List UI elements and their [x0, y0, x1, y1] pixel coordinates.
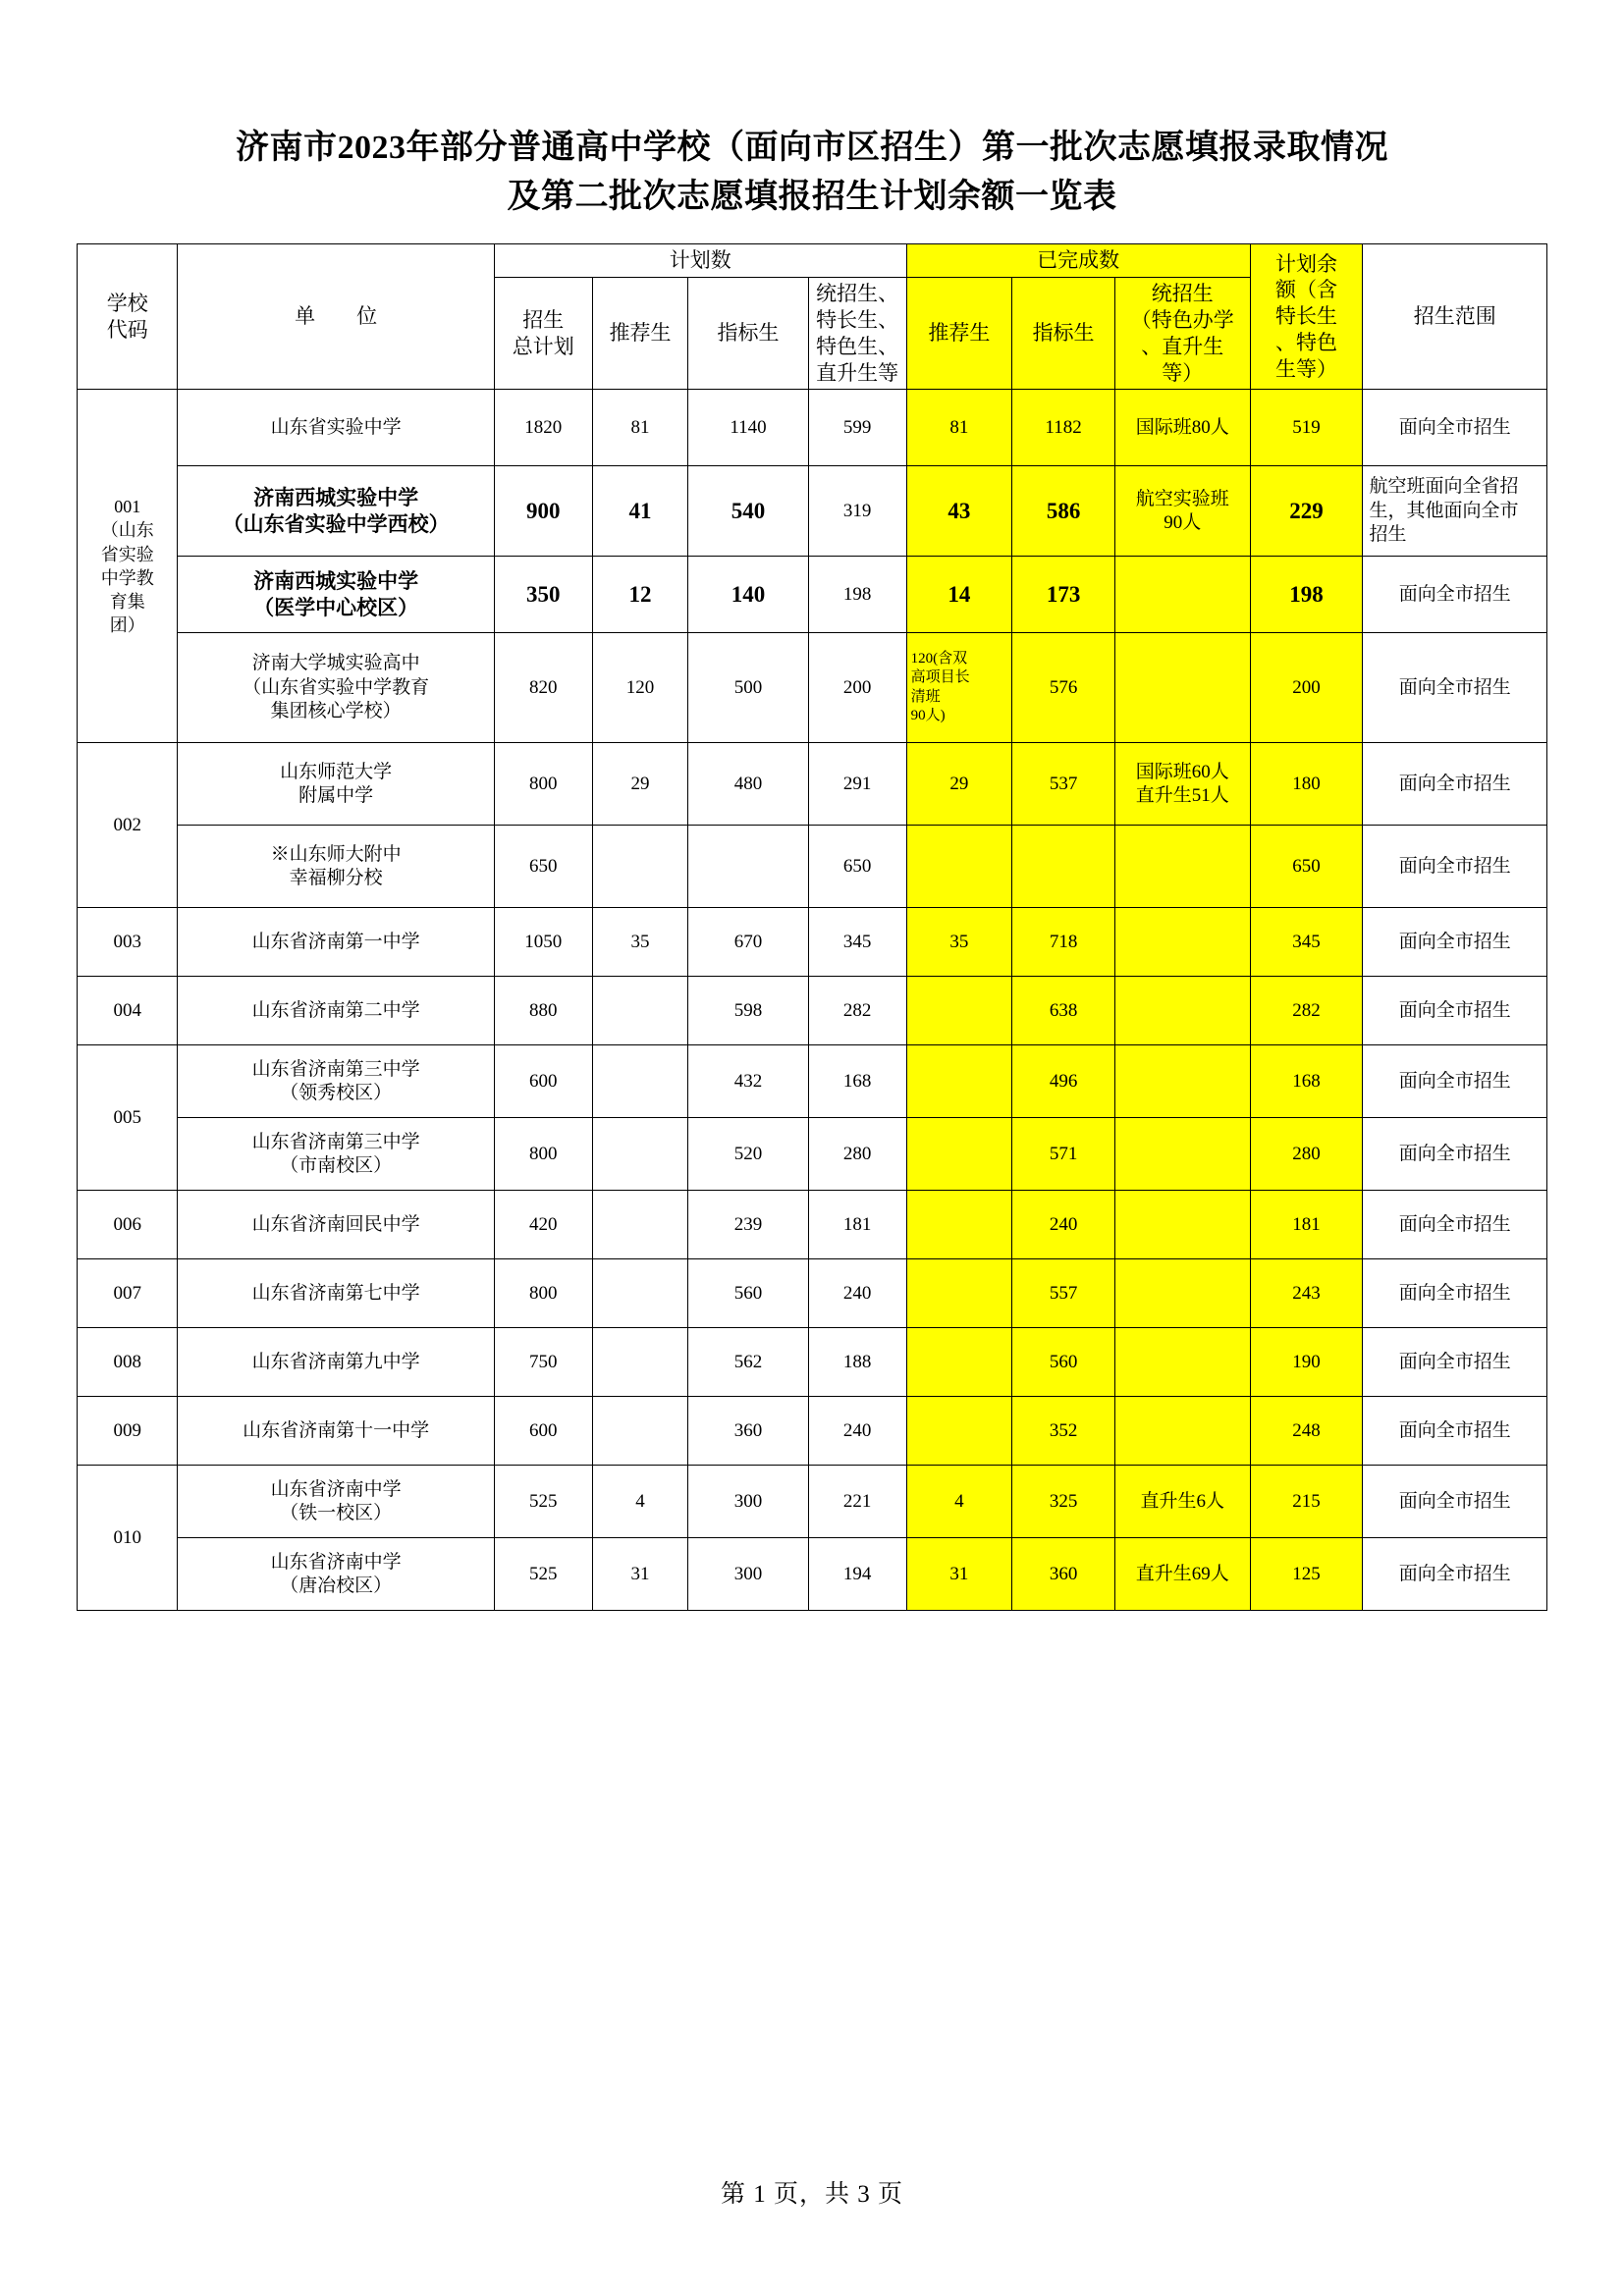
header-done-unified-l2: （特色办学 [1130, 307, 1234, 332]
scope-line: 面向全市招生 [1398, 773, 1511, 794]
school-name-line: 济南西城实验中学 [253, 569, 419, 593]
done-unified-cell [1115, 1191, 1250, 1259]
header-remaining-l2: 额（含 [1275, 278, 1337, 302]
document-title [0, 0, 1624, 222]
plan-unified-cell: 221 [808, 1466, 906, 1538]
school-name-line: 山东省济南第三中学 [251, 1058, 420, 1080]
plan-recommended-cell: 31 [592, 1538, 687, 1611]
scope-line: 生，其他面向全市 [1369, 500, 1519, 521]
plan-unified-cell: 650 [808, 826, 906, 908]
plan-indicator-cell: 540 [688, 466, 808, 557]
school-code-line: 002 [113, 814, 141, 835]
plan-recommended-cell [592, 1191, 687, 1259]
done-recommended-cell: 29 [906, 743, 1011, 826]
done-recommended-cell [906, 1259, 1011, 1328]
plan-recommended-cell: 29 [592, 743, 687, 826]
plan-total-cell: 820 [494, 633, 592, 743]
done-unified-line: 90人 [1164, 511, 1202, 533]
done-unified-cell [1115, 826, 1250, 908]
done-recommended-cell: 35 [906, 908, 1011, 977]
plan-indicator-cell: 598 [688, 977, 808, 1045]
scope-line: 招生 [1369, 524, 1407, 546]
plan-recommended-cell [592, 1397, 687, 1466]
header-done-unified-l1: 统招生 [1151, 281, 1214, 305]
plan-recommended-cell: 4 [592, 1466, 687, 1538]
school-name-cell [178, 1328, 494, 1397]
scope-line: 面向全市招生 [1398, 1213, 1511, 1235]
done-unified-cell: 直升生69人 [1115, 1538, 1250, 1611]
done-indicator-cell: 1182 [1012, 390, 1115, 466]
plan-total-cell: 525 [494, 1538, 592, 1611]
plan-unified-cell: 345 [808, 908, 906, 977]
table-container [77, 243, 1547, 1611]
plan-indicator-cell: 480 [688, 743, 808, 826]
header-plan-total [494, 277, 592, 390]
remaining-cell: 200 [1250, 633, 1363, 743]
done-indicator-cell: 560 [1012, 1328, 1115, 1397]
plan-recommended-cell [592, 1328, 687, 1397]
school-name-cell [178, 1538, 494, 1611]
header-plan-total-l1: 招生 [522, 307, 565, 332]
scope-line: 面向全市招生 [1398, 1563, 1511, 1584]
scope-cell [1363, 1045, 1547, 1118]
remaining-cell: 198 [1250, 557, 1363, 633]
header-done-recommended: 推荐生 [906, 277, 1011, 390]
plan-total-cell: 800 [494, 743, 592, 826]
plan-unified-cell: 194 [808, 1538, 906, 1611]
done-indicator-cell [1012, 826, 1115, 908]
remaining-cell: 519 [1250, 390, 1363, 466]
header-group-plan: 计划数 [494, 244, 906, 278]
done-unified-cell [1115, 977, 1250, 1045]
header-remaining [1250, 244, 1363, 390]
school-name-cell [178, 908, 494, 977]
school-name-cell [178, 633, 494, 743]
done-recommended-cell [906, 1191, 1011, 1259]
scope-cell [1363, 826, 1547, 908]
plan-unified-cell: 319 [808, 466, 906, 557]
school-name-cell [178, 557, 494, 633]
school-name-line: 山东省济南第十一中学 [243, 1419, 430, 1441]
school-code-cell [78, 1328, 178, 1397]
done-unified-cell: 国际班80人 [1115, 390, 1250, 466]
school-name-line: （医学中心校区） [253, 595, 419, 619]
school-name-line: 山东省济南回民中学 [251, 1213, 420, 1235]
school-name-cell [178, 1118, 494, 1191]
scope-line: 航空班面向全省招 [1369, 476, 1519, 498]
scope-cell [1363, 1538, 1547, 1611]
plan-recommended-cell: 41 [592, 466, 687, 557]
header-school-code [78, 244, 178, 390]
done-recommended-cell: 43 [906, 466, 1011, 557]
done-unified-line: 国际班60人 [1135, 761, 1229, 782]
scope-line: 面向全市招生 [1398, 931, 1511, 952]
school-code-cell [78, 1259, 178, 1328]
scope-cell [1363, 908, 1547, 977]
school-name-line: 济南大学城实验高中 [251, 653, 420, 674]
header-scope: 招生范围 [1363, 244, 1547, 390]
school-code-cell [78, 390, 178, 743]
scope-line: 面向全市招生 [1398, 676, 1511, 698]
done-recommended-line: 高项目长 [910, 669, 970, 686]
title-line-2: 及第二批次志愿填报招生计划余额一览表 [507, 179, 1117, 215]
school-code-line: 育集 [109, 592, 145, 613]
school-name-line: ※山东师大附中 [270, 843, 402, 865]
plan-recommended-cell [592, 826, 687, 908]
scope-cell [1363, 633, 1547, 743]
done-indicator-cell: 571 [1012, 1118, 1115, 1191]
header-row-1 [78, 244, 1547, 278]
done-recommended-cell [906, 1045, 1011, 1118]
done-unified-line: 航空实验班 [1135, 488, 1229, 509]
school-name-line: （铁一校区） [280, 1502, 393, 1523]
school-name-line: （市南校区） [280, 1154, 393, 1176]
school-name-line: 附属中学 [298, 784, 374, 806]
plan-total-cell: 525 [494, 1466, 592, 1538]
school-code-line: 008 [113, 1351, 141, 1372]
plan-unified-cell: 240 [808, 1397, 906, 1466]
plan-indicator-cell: 560 [688, 1259, 808, 1328]
plan-unified-cell: 599 [808, 390, 906, 466]
header-plan-unified [808, 277, 906, 390]
plan-total-cell: 800 [494, 1118, 592, 1191]
done-recommended-cell [906, 1397, 1011, 1466]
done-indicator-cell: 557 [1012, 1259, 1115, 1328]
school-name-line: （唐冶校区） [280, 1575, 393, 1596]
plan-indicator-cell: 360 [688, 1397, 808, 1466]
header-remaining-l1: 计划余 [1275, 251, 1337, 276]
school-name-cell [178, 1259, 494, 1328]
plan-total-cell: 1050 [494, 908, 592, 977]
done-recommended-line: 90人) [910, 708, 946, 724]
school-name-cell [178, 390, 494, 466]
school-name-line: 集团核心学校） [270, 701, 402, 722]
done-recommended-cell [906, 1328, 1011, 1397]
school-code-line: 010 [113, 1526, 141, 1548]
remaining-cell: 190 [1250, 1328, 1363, 1397]
school-name-line: 山东省济南第七中学 [251, 1282, 420, 1304]
done-indicator-cell: 325 [1012, 1466, 1115, 1538]
scope-cell [1363, 743, 1547, 826]
plan-recommended-cell: 81 [592, 390, 687, 466]
done-indicator-cell: 240 [1012, 1191, 1115, 1259]
remaining-cell: 215 [1250, 1466, 1363, 1538]
done-unified-cell [1115, 908, 1250, 977]
scope-line: 面向全市招生 [1398, 1143, 1511, 1164]
header-unit: 单 位 [178, 244, 494, 390]
remaining-cell: 125 [1250, 1538, 1363, 1611]
school-name-cell [178, 1466, 494, 1538]
school-code-line: 009 [113, 1419, 141, 1441]
school-code-line: 003 [113, 931, 141, 952]
school-code-line: 006 [113, 1213, 141, 1235]
table-row [78, 1118, 1547, 1191]
done-unified-cell [1115, 557, 1250, 633]
done-recommended-line: 清班 [910, 688, 941, 705]
plan-indicator-cell: 562 [688, 1328, 808, 1397]
done-indicator-cell: 586 [1012, 466, 1115, 557]
done-unified-cell [1115, 1118, 1250, 1191]
school-code-cell [78, 1045, 178, 1191]
school-name-line: （山东省实验中学教育 [243, 676, 430, 698]
plan-indicator-cell: 432 [688, 1045, 808, 1118]
plan-total-cell: 880 [494, 977, 592, 1045]
remaining-cell: 243 [1250, 1259, 1363, 1328]
scope-line: 面向全市招生 [1398, 1490, 1511, 1512]
scope-cell [1363, 557, 1547, 633]
school-name-line: （领秀校区） [280, 1082, 393, 1103]
school-name-line: 济南西城实验中学 [253, 486, 419, 509]
plan-total-cell: 350 [494, 557, 592, 633]
school-name-cell [178, 743, 494, 826]
remaining-cell: 168 [1250, 1045, 1363, 1118]
header-plan-unified-l4: 直升生等 [816, 360, 899, 385]
scope-cell [1363, 1397, 1547, 1466]
done-unified-cell [1115, 1397, 1250, 1466]
scope-line: 面向全市招生 [1398, 1070, 1511, 1092]
school-name-line: 山东省济南第一中学 [251, 931, 420, 952]
header-school-code-l2: 代码 [106, 317, 148, 342]
done-unified-cell [1115, 633, 1250, 743]
plan-recommended-cell: 35 [592, 908, 687, 977]
table-row [78, 1538, 1547, 1611]
header-done-unified [1115, 277, 1250, 390]
school-name-cell [178, 1191, 494, 1259]
plan-indicator-cell: 670 [688, 908, 808, 977]
plan-unified-cell: 280 [808, 1118, 906, 1191]
scope-cell [1363, 1191, 1547, 1259]
plan-indicator-cell [688, 826, 808, 908]
header-plan-unified-l2: 特长生、 [816, 307, 899, 332]
scope-cell [1363, 390, 1547, 466]
done-recommended-line: 120(含双 [910, 650, 968, 667]
header-remaining-l5: 生等） [1275, 357, 1337, 381]
scope-cell [1363, 1259, 1547, 1328]
done-indicator-cell: 638 [1012, 977, 1115, 1045]
table-row [78, 1466, 1547, 1538]
header-plan-unified-l1: 统招生、 [816, 281, 899, 305]
done-recommended-cell: 14 [906, 557, 1011, 633]
table-row [78, 1328, 1547, 1397]
table-row [78, 908, 1547, 977]
plan-unified-cell: 198 [808, 557, 906, 633]
remaining-cell: 280 [1250, 1118, 1363, 1191]
scope-cell [1363, 1118, 1547, 1191]
school-code-line: 中学教 [100, 567, 154, 588]
done-recommended-cell [906, 826, 1011, 908]
plan-indicator-cell: 239 [688, 1191, 808, 1259]
scope-cell [1363, 1466, 1547, 1538]
done-recommended-cell: 4 [906, 1466, 1011, 1538]
plan-unified-cell: 188 [808, 1328, 906, 1397]
done-recommended-cell: 81 [906, 390, 1011, 466]
plan-indicator-cell: 140 [688, 557, 808, 633]
school-code-line: 005 [113, 1106, 141, 1128]
school-name-line: 山东省济南第九中学 [251, 1351, 420, 1372]
scope-line: 面向全市招生 [1398, 416, 1511, 438]
scope-cell [1363, 466, 1547, 557]
table-row [78, 1397, 1547, 1466]
done-indicator-cell: 576 [1012, 633, 1115, 743]
header-done-indicator: 指标生 [1012, 277, 1115, 390]
school-code-cell [78, 1397, 178, 1466]
done-unified-cell [1115, 466, 1250, 557]
scope-line: 面向全市招生 [1398, 1351, 1511, 1372]
table-row [78, 557, 1547, 633]
school-name-line: 山东省济南第三中学 [251, 1131, 420, 1152]
done-recommended-cell [906, 977, 1011, 1045]
school-name-cell [178, 1045, 494, 1118]
header-plan-total-l2: 总计划 [512, 334, 574, 358]
done-recommended-cell [906, 633, 1011, 743]
plan-total-cell: 600 [494, 1397, 592, 1466]
plan-total-cell: 1820 [494, 390, 592, 466]
school-name-line: 幸福柳分校 [289, 867, 383, 888]
scope-line: 面向全市招生 [1398, 999, 1511, 1021]
done-indicator-cell: 718 [1012, 908, 1115, 977]
plan-indicator-cell: 300 [688, 1466, 808, 1538]
done-indicator-cell: 537 [1012, 743, 1115, 826]
scope-cell [1363, 977, 1547, 1045]
school-code-line: 007 [113, 1282, 141, 1304]
header-school-code-l1: 学校 [106, 291, 148, 315]
scope-line: 面向全市招生 [1398, 855, 1511, 877]
school-code-cell [78, 743, 178, 908]
plan-indicator-cell: 1140 [688, 390, 808, 466]
school-name-line: 山东师范大学 [280, 761, 393, 782]
done-unified-cell [1115, 1259, 1250, 1328]
plan-recommended-cell: 12 [592, 557, 687, 633]
header-group-completed: 已完成数 [906, 244, 1250, 278]
header-remaining-l4: 、特色 [1275, 331, 1337, 355]
table-row [78, 390, 1547, 466]
plan-recommended-cell: 120 [592, 633, 687, 743]
table-row [78, 466, 1547, 557]
plan-total-cell: 420 [494, 1191, 592, 1259]
school-code-cell [78, 977, 178, 1045]
done-indicator-cell: 173 [1012, 557, 1115, 633]
scope-line: 面向全市招生 [1398, 1282, 1511, 1304]
school-name-line: 山东省济南中学 [270, 1551, 402, 1573]
remaining-cell: 345 [1250, 908, 1363, 977]
table-row [78, 633, 1547, 743]
table-row [78, 977, 1547, 1045]
table-row [78, 1191, 1547, 1259]
remaining-cell: 248 [1250, 1397, 1363, 1466]
plan-recommended-cell [592, 1118, 687, 1191]
plan-unified-cell: 200 [808, 633, 906, 743]
plan-total-cell: 900 [494, 466, 592, 557]
school-name-line: 山东省实验中学 [270, 416, 402, 438]
done-indicator-cell: 496 [1012, 1045, 1115, 1118]
header-done-unified-l4: 等） [1162, 360, 1204, 385]
plan-indicator-cell: 520 [688, 1118, 808, 1191]
table-body [78, 390, 1547, 1611]
page-footer: 第 1 页，共 3 页 [720, 2181, 903, 2208]
plan-indicator-cell: 300 [688, 1538, 808, 1611]
table-row [78, 1045, 1547, 1118]
plan-unified-cell: 282 [808, 977, 906, 1045]
school-name-line: 山东省济南中学 [270, 1478, 402, 1500]
done-unified-cell [1115, 743, 1250, 826]
plan-unified-cell: 291 [808, 743, 906, 826]
plan-unified-cell: 240 [808, 1259, 906, 1328]
plan-total-cell: 650 [494, 826, 592, 908]
school-name-cell [178, 1397, 494, 1466]
done-indicator-cell: 360 [1012, 1538, 1115, 1611]
done-indicator-cell: 352 [1012, 1397, 1115, 1466]
done-unified-line: 直升生51人 [1135, 784, 1229, 806]
scope-line: 面向全市招生 [1398, 1419, 1511, 1441]
done-unified-cell [1115, 1045, 1250, 1118]
remaining-cell: 282 [1250, 977, 1363, 1045]
table-row [78, 743, 1547, 826]
header-plan-recommended: 推荐生 [592, 277, 687, 390]
school-code-line: 省实验 [100, 544, 154, 564]
plan-total-cell: 750 [494, 1328, 592, 1397]
table-row [78, 826, 1547, 908]
school-name-cell [178, 977, 494, 1045]
scope-line: 面向全市招生 [1398, 583, 1511, 605]
school-code-line: 001 [114, 496, 141, 516]
remaining-cell: 650 [1250, 826, 1363, 908]
table-header [78, 244, 1547, 390]
plan-unified-cell: 168 [808, 1045, 906, 1118]
table-row [78, 1259, 1547, 1328]
school-code-cell [78, 908, 178, 977]
school-code-cell [78, 1191, 178, 1259]
school-name-line: 山东省济南第二中学 [251, 999, 420, 1021]
plan-indicator-cell: 500 [688, 633, 808, 743]
done-unified-cell: 直升生6人 [1115, 1466, 1250, 1538]
plan-total-cell: 600 [494, 1045, 592, 1118]
scope-cell [1363, 1328, 1547, 1397]
school-code-line: 004 [113, 999, 141, 1021]
header-plan-indicator: 指标生 [688, 277, 808, 390]
school-name-cell [178, 466, 494, 557]
header-plan-unified-l3: 特色生、 [816, 334, 899, 358]
school-name-line: （山东省实验中学西校） [222, 511, 450, 536]
header-done-unified-l3: 、直升生 [1141, 334, 1224, 358]
plan-recommended-cell [592, 1045, 687, 1118]
done-unified-cell [1115, 1328, 1250, 1397]
plan-total-cell: 800 [494, 1259, 592, 1328]
school-name-cell [178, 826, 494, 908]
plan-unified-cell: 181 [808, 1191, 906, 1259]
school-code-line: （山东 [100, 520, 154, 541]
school-code-cell [78, 1466, 178, 1611]
done-recommended-cell [906, 1118, 1011, 1191]
done-recommended-cell: 31 [906, 1538, 1011, 1611]
remaining-cell: 180 [1250, 743, 1363, 826]
remaining-cell: 229 [1250, 466, 1363, 557]
admission-table [77, 243, 1547, 1611]
header-remaining-l3: 特长生 [1275, 304, 1337, 329]
plan-recommended-cell [592, 977, 687, 1045]
title-line-1: 济南市2023年部分普通高中学校（面向市区招生）第一批次志愿填报录取情况 [236, 130, 1388, 166]
remaining-cell: 181 [1250, 1191, 1363, 1259]
plan-recommended-cell [592, 1259, 687, 1328]
school-code-line: 团） [109, 615, 145, 636]
